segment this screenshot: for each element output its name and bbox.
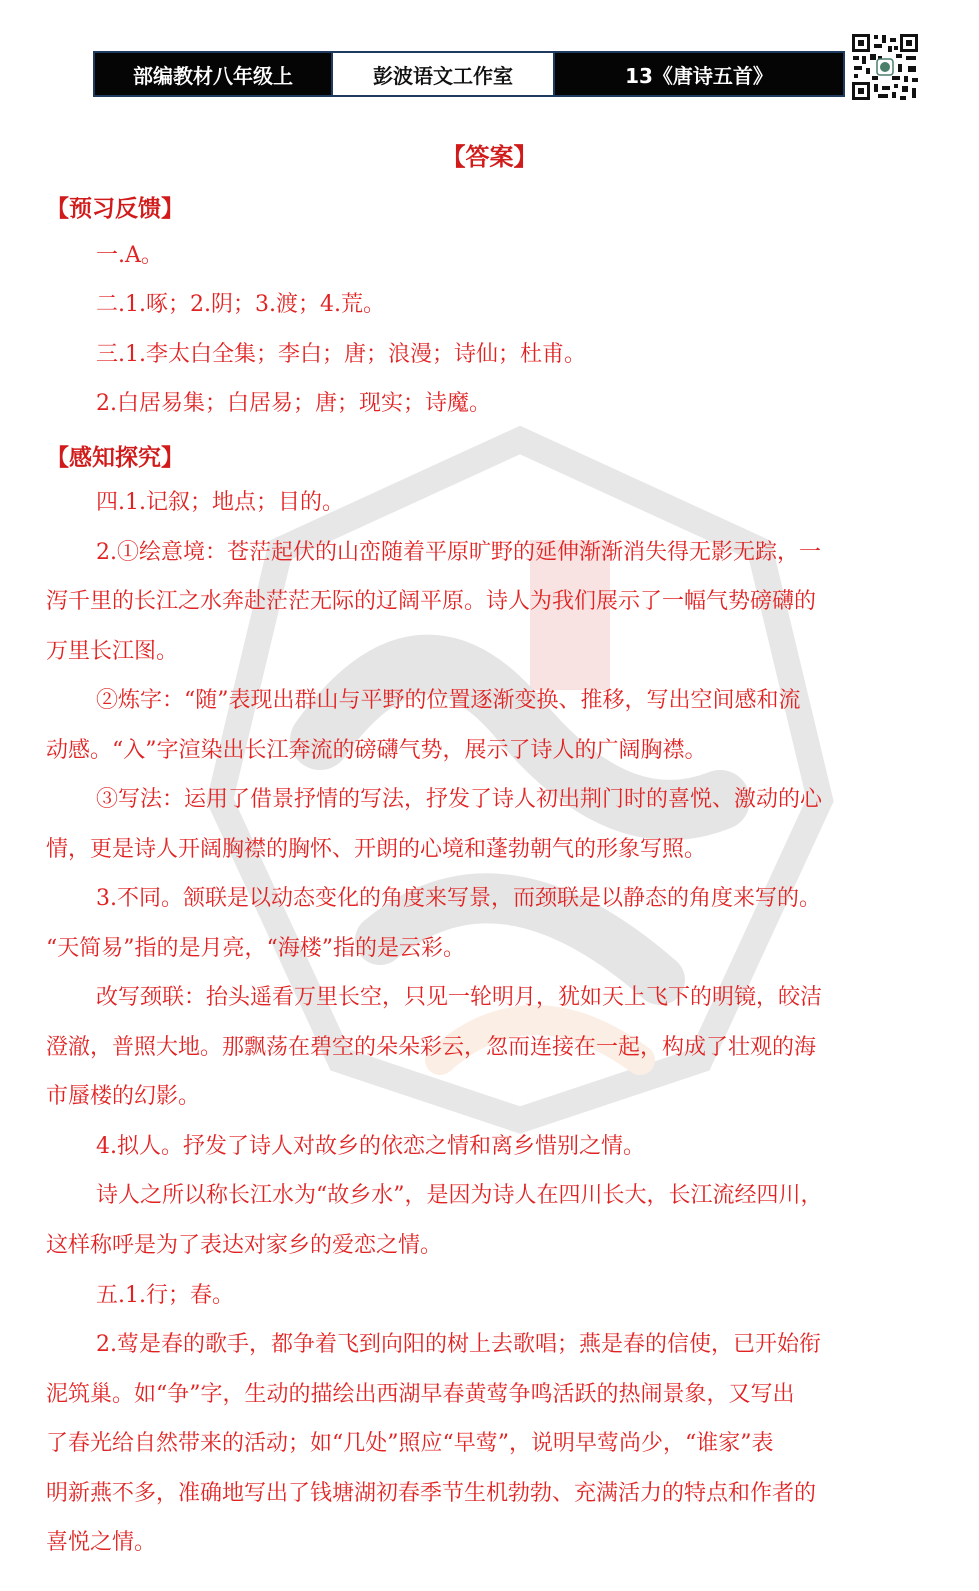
answer-line: 澄澈，普照大地。那飘荡在碧空的朵朵彩云，忽而连接在一起，构成了壮观的海 [46,1035,817,1060]
answer-line: ②炼字：“随”表现出群山与平野的位置逐渐变换、推移，写出空间感和流 [96,688,801,713]
answer-line: 诗人之所以称长江水为“故乡水”，是因为诗人在四川长大，长江流经四川， [96,1183,823,1208]
answer-line: 3.不同。颔联是以动态变化的角度来写景，而颈联是以静态的角度来写的。 [96,886,821,911]
header-center: 彭波语文工作室 [331,53,555,95]
answer-line: 4.拟人。抒发了诗人对故乡的依恋之情和离乡惜别之情。 [96,1134,645,1159]
answer-line: 五.1.行；春。 [96,1283,234,1308]
answer-line: 泻千里的长江之水奔赴茫茫无际的辽阔平原。诗人为我们展示了一幅气势磅礴的 [46,589,817,614]
answer-line: 四.1.记叙；地点；目的。 [96,490,344,515]
answer-line: 动感。“入”字渲染出长江奔流的磅礴气势，展示了诗人的广阔胸襟。 [46,738,707,763]
answer-line: 情，更是诗人开阔胸襟的胸怀、开朗的心境和蓬勃朝气的形象写照。 [46,837,707,862]
header-right: 13《唐诗五首》 [555,53,843,95]
qr-code-icon [850,32,920,102]
answer-line: 2.莺是春的歌手，都争着飞到向阳的树上去歌唱；燕是春的信使，已开始衔 [96,1332,821,1357]
answer-line: “天简易”指的是月亮，“海楼”指的是云彩。 [46,936,465,961]
answer-line: 2.白居易集；白居易；唐；现实；诗魔。 [96,391,491,416]
answer-line: 万里长江图。 [46,639,179,664]
answer-title: 【答案】 [441,143,538,171]
answer-line: 这样称呼是为了表达对家乡的爱恋之情。 [46,1233,443,1258]
answer-line: 市蜃楼的幻影。 [46,1084,201,1109]
section-preview-feedback: 【预习反馈】 [46,196,184,222]
answer-line: 2.①绘意境：苍茫起伏的山峦随着平原旷野的延伸渐渐消失得无影无踪，一 [96,540,821,565]
answer-line: 一.A。 [96,243,163,268]
answer-line: 了春光给自然带来的活动；如“几处”照应“早莺”，说明早莺尚少，“谁家”表 [46,1431,774,1456]
answer-line: 明新燕不多，准确地写出了钱塘湖初春季节生机勃勃、充满活力的特点和作者的 [46,1481,817,1506]
header-left: 部编教材八年级上 [95,53,331,95]
section-perceive-explore: 【感知探究】 [46,445,184,471]
answer-line: 二.1.啄；2.阴；3.渡；4.荒。 [96,292,385,317]
studio-seal-watermark [200,420,840,1140]
answer-line: 三.1.李太白全集；李白；唐；浪漫；诗仙；杜甫。 [96,342,586,367]
answer-line: 改写颈联：抬头遥看万里长空，只见一轮明月，犹如天上飞下的明镜，皎洁 [96,985,823,1010]
header-bar [93,51,845,97]
answer-line: ③写法：运用了借景抒情的写法，抒发了诗人初出荆门时的喜悦、激动的心 [96,787,823,812]
answer-line: 泥筑巢。如“争”字，生动的描绘出西湖早春黄莺争鸣活跃的热闹景象，又写出 [46,1382,795,1407]
answer-line: 喜悦之情。 [46,1530,157,1555]
